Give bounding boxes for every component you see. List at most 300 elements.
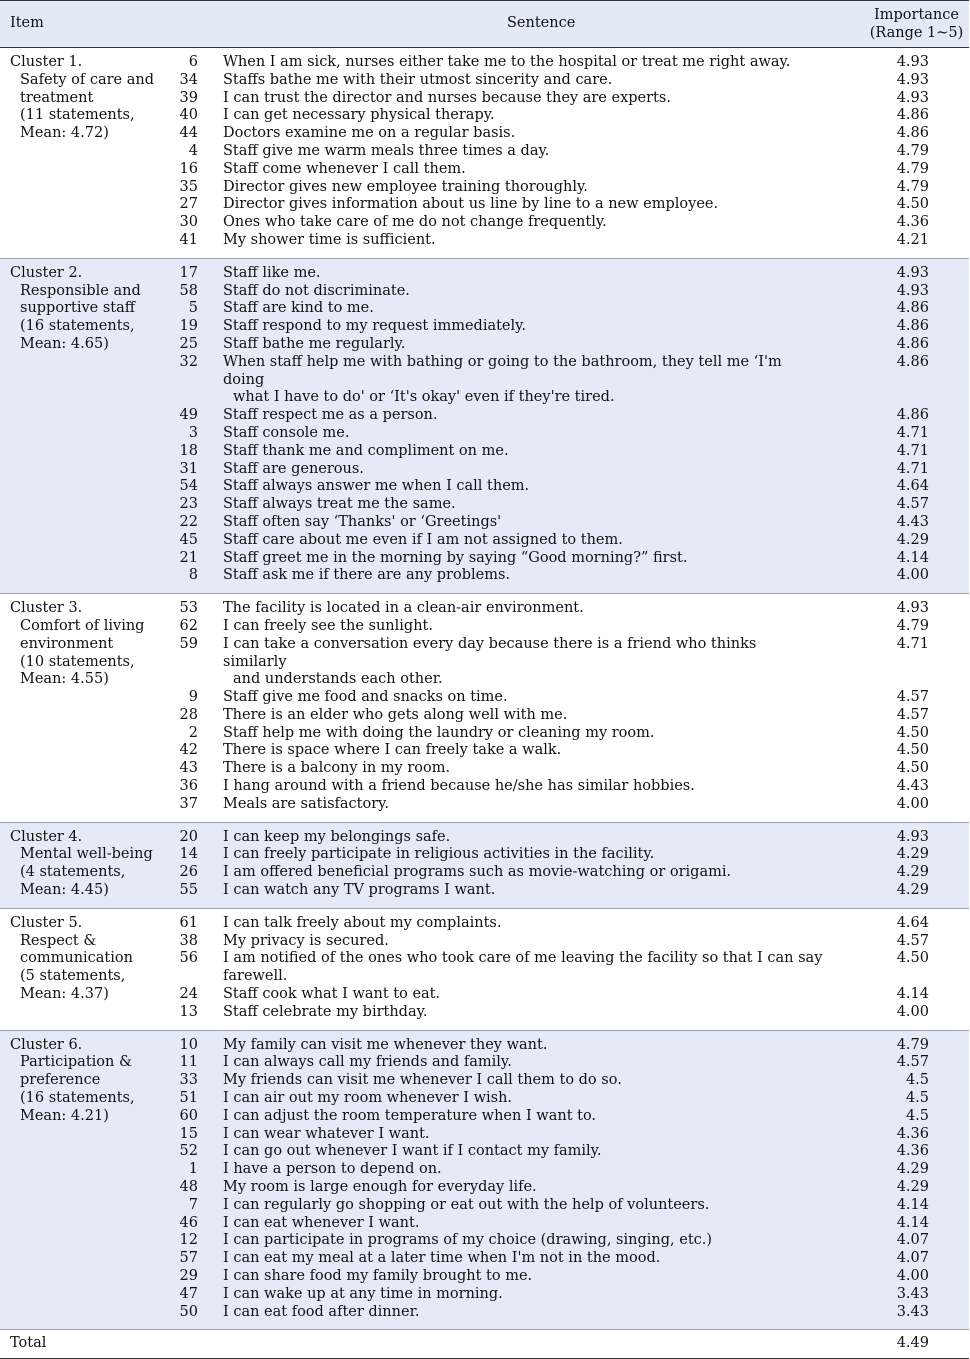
sentence-text: Staff console me. — [223, 424, 350, 441]
sentence-text: I can take a conversation every day because there is a friend who thinks similarly — [223, 635, 757, 670]
statement-number: 19 — [179, 318, 198, 335]
statement-sentence — [223, 1126, 823, 1144]
statement-number: 41 — [179, 231, 198, 248]
cluster-name-line: Respect & — [20, 932, 97, 949]
statement-sentence — [223, 532, 823, 550]
importance-value: 4.14 — [896, 1196, 929, 1213]
sentence-text: Director gives information about us line by line to a new employee. — [223, 196, 719, 213]
importance-value: 4.71 — [896, 460, 929, 477]
table-row — [0, 425, 969, 443]
statement-number: 53 — [179, 600, 198, 617]
sentence-text: Staff care about me even if I am not assigned to them. — [223, 531, 623, 548]
importance-value: 4.5 — [905, 1090, 929, 1107]
statement-number: 30 — [179, 214, 198, 231]
statement-sentence — [223, 933, 823, 951]
sentence-text: I can wear whatever I want. — [223, 1125, 430, 1142]
statement-sentence — [223, 760, 823, 778]
statement-sentence — [223, 725, 823, 743]
statement-number: 50 — [179, 1303, 198, 1320]
statement-sentence — [223, 600, 823, 618]
statement-sentence — [223, 882, 823, 900]
cluster-title: Cluster 5. — [10, 914, 83, 931]
statement-sentence — [223, 742, 823, 760]
statement-sentence — [223, 1179, 823, 1197]
table-row — [0, 618, 969, 636]
sentence-text: Ones who take care of me do not change frequently. — [223, 214, 607, 231]
statement-sentence — [223, 143, 823, 161]
statement-sentence — [223, 550, 823, 568]
cluster-name-line: Mean: 4.45) — [20, 882, 109, 899]
importance-value: 4.43 — [896, 778, 929, 795]
sentence-text: Staff like me. — [223, 264, 321, 281]
statement-number: 34 — [179, 71, 198, 88]
importance-value: 4.79 — [896, 178, 929, 195]
sentence-text: I can freely see the sunlight. — [223, 617, 433, 634]
cluster-name-line: (5 statements, — [20, 968, 126, 985]
statement-sentence — [223, 915, 823, 933]
statement-number: 37 — [179, 795, 198, 812]
statement-number: 33 — [179, 1072, 198, 1089]
statement-sentence — [223, 407, 823, 425]
statement-sentence — [223, 125, 823, 143]
statement-sentence — [223, 1268, 823, 1286]
importance-value: 4.36 — [896, 1143, 929, 1160]
importance-value: 4.36 — [896, 214, 929, 231]
table-row — [0, 514, 969, 532]
table-row — [0, 950, 969, 986]
table-row — [0, 161, 969, 179]
cluster-title: Cluster 2. — [10, 264, 83, 281]
sentence-text: I can wake up at any time in morning. — [223, 1285, 503, 1302]
statement-sentence — [223, 707, 823, 725]
cluster-name-line: supportive staff — [20, 300, 136, 317]
table-row — [0, 1143, 969, 1161]
cluster-name-line: Mean: 4.65) — [20, 335, 109, 352]
sentence-text: Staff celebrate my birthday. — [223, 1003, 428, 1020]
statement-number: 43 — [179, 760, 198, 777]
cluster-name-line: Mean: 4.55) — [20, 671, 109, 688]
statement-number: 26 — [179, 864, 198, 881]
importance-value: 3.43 — [896, 1285, 929, 1302]
cluster-name-line: preference — [20, 1072, 101, 1089]
statement-number: 35 — [179, 178, 198, 195]
importance-value: 4.29 — [896, 1179, 929, 1196]
table-row — [0, 550, 969, 568]
importance-value: 4.00 — [896, 567, 929, 584]
statement-number: 55 — [179, 882, 198, 899]
sentence-text: I can keep my belongings safe. — [223, 828, 451, 845]
importance-value: 4.79 — [896, 617, 929, 634]
statement-sentence — [223, 265, 823, 283]
sentence-text: My shower time is sufficient. — [223, 231, 436, 248]
cluster-name-line: Mean: 4.72) — [20, 125, 109, 142]
table-row — [0, 933, 969, 951]
importance-value: 4.86 — [896, 125, 929, 142]
table-row — [0, 1250, 969, 1268]
statement-number: 20 — [179, 828, 198, 845]
sentence-text: Staff ask me if there are any problems. — [223, 567, 511, 584]
cluster-title: Cluster 1. — [10, 54, 83, 70]
table-row — [0, 478, 969, 496]
importance-value: 4.5 — [905, 1107, 929, 1124]
cluster-name-line: (16 statements, — [20, 318, 135, 335]
sentence-text: Doctors examine me on a regular basis. — [223, 125, 516, 142]
table-row — [0, 214, 969, 232]
sentence-text: I can eat my meal at a later time when I'm not in the mood. — [223, 1250, 661, 1267]
importance-value: 4.29 — [896, 882, 929, 899]
statement-number: 21 — [179, 549, 198, 566]
cluster-section — [0, 909, 969, 1031]
importance-value: 4.14 — [896, 549, 929, 566]
table-row — [0, 532, 969, 550]
importance-value: 4.86 — [896, 318, 929, 335]
importance-value: 4.21 — [896, 231, 929, 248]
sentence-text-continued: and understands each other. — [233, 671, 443, 688]
importance-value: 4.71 — [896, 635, 929, 652]
sentence-text: I can trust the director and nurses because they are experts. — [223, 89, 671, 106]
statement-sentence — [223, 567, 823, 585]
sentence-text: I can share food my family brought to me. — [223, 1268, 533, 1284]
importance-value: 4.57 — [896, 689, 929, 706]
cluster-name-line: Mean: 4.21) — [20, 1107, 109, 1124]
statement-sentence — [223, 1215, 823, 1233]
statement-sentence — [223, 1054, 823, 1072]
statement-number: 25 — [179, 335, 198, 352]
sentence-text: When I am sick, nurses either take me to the hospital or treat me right away. — [223, 54, 791, 70]
table-row — [0, 1215, 969, 1233]
header-importance — [869, 6, 964, 42]
statement-number: 10 — [179, 1036, 198, 1053]
importance-value: 4.93 — [896, 71, 929, 88]
statement-number: 52 — [179, 1143, 198, 1160]
table-row — [0, 846, 969, 864]
statement-sentence — [223, 778, 823, 796]
statement-number: 60 — [179, 1107, 198, 1124]
cluster-name-line: Safety of care and — [20, 71, 155, 88]
statement-sentence — [223, 1072, 823, 1090]
sentence-text: I can air out my room whenever I wish. — [223, 1090, 513, 1107]
statement-number: 58 — [179, 282, 198, 299]
cluster-name-line: Mean: 4.37) — [20, 986, 109, 1003]
table-row — [0, 443, 969, 461]
total-label: Total — [10, 1335, 47, 1352]
statement-sentence — [223, 796, 823, 814]
table-row — [0, 1197, 969, 1215]
importance-value: 4.14 — [896, 986, 929, 1003]
statement-sentence — [223, 354, 823, 407]
statement-sentence — [223, 1232, 823, 1250]
importance-value: 4.00 — [896, 1268, 929, 1284]
importance-value: 4.93 — [896, 282, 929, 299]
importance-value: 4.07 — [896, 1232, 929, 1249]
statement-sentence — [223, 864, 823, 882]
statement-sentence — [223, 1286, 823, 1304]
statement-number: 40 — [179, 107, 198, 124]
sentence-text: Staff come whenever I call them. — [223, 160, 466, 177]
table-row — [0, 407, 969, 425]
total-row — [0, 1330, 969, 1359]
table-row — [0, 1179, 969, 1197]
statement-number: 22 — [179, 513, 198, 530]
statement-number: 13 — [179, 1003, 198, 1020]
table-row — [0, 760, 969, 778]
sentence-text: Staff respect me as a person. — [223, 407, 438, 424]
statement-number: 31 — [179, 460, 198, 477]
statement-number: 57 — [179, 1250, 198, 1267]
table-row — [0, 1232, 969, 1250]
sentence-text: Staff do not discriminate. — [223, 282, 410, 299]
importance-value: 4.57 — [896, 932, 929, 949]
importance-value: 4.93 — [896, 828, 929, 845]
sentence-text: Staff respond to my request immediately. — [223, 318, 527, 335]
statement-number: 51 — [179, 1090, 198, 1107]
cluster-name-line: Participation & — [20, 1054, 132, 1071]
statement-sentence — [223, 196, 823, 214]
statement-sentence — [223, 214, 823, 232]
importance-value: 4.43 — [896, 513, 929, 530]
statement-sentence — [223, 1197, 823, 1215]
table-row — [0, 54, 969, 72]
table-row — [0, 567, 969, 585]
sentence-text: My room is large enough for everyday life. — [223, 1179, 537, 1196]
statement-sentence — [223, 636, 823, 689]
statement-sentence — [223, 1143, 823, 1161]
cluster-name-line: Mental well-being — [20, 846, 153, 863]
statement-number: 12 — [179, 1232, 198, 1249]
statement-sentence — [223, 72, 823, 90]
importance-value: 4.86 — [896, 107, 929, 124]
cluster-list — [0, 48, 969, 1330]
statement-sentence — [223, 336, 823, 354]
table-row — [0, 1286, 969, 1304]
table-row — [0, 90, 969, 108]
importance-value: 4.93 — [896, 89, 929, 106]
statement-sentence — [223, 986, 823, 1004]
statement-sentence — [223, 161, 823, 179]
importance-value: 4.93 — [896, 54, 929, 70]
importance-value: 4.79 — [896, 160, 929, 177]
importance-value: 4.5 — [905, 1072, 929, 1089]
table-row — [0, 265, 969, 283]
importance-value: 4.71 — [896, 442, 929, 459]
sentence-text: I can eat whenever I want. — [223, 1214, 420, 1231]
statement-number: 17 — [179, 264, 198, 281]
total-value: 4.49 — [896, 1335, 929, 1352]
cluster-section — [0, 48, 969, 259]
header-importance-line2: (Range 1~5) — [869, 25, 964, 41]
table-row — [0, 707, 969, 725]
statement-number: 32 — [179, 353, 198, 370]
statement-number: 46 — [179, 1214, 198, 1231]
statement-sentence — [223, 1304, 823, 1322]
table-row — [0, 336, 969, 354]
importance-value: 4.86 — [896, 335, 929, 352]
statement-number: 6 — [188, 54, 198, 70]
table-row — [0, 600, 969, 618]
cluster-title: Cluster 6. — [10, 1036, 83, 1053]
importance-value: 4.29 — [896, 846, 929, 863]
table-row — [0, 196, 969, 214]
statement-number: 44 — [179, 125, 198, 142]
importance-value: 4.29 — [896, 1161, 929, 1178]
importance-value: 4.36 — [896, 1125, 929, 1142]
statement-number: 1 — [188, 1161, 198, 1178]
statement-sentence — [223, 689, 823, 707]
statement-sentence — [223, 179, 823, 197]
table-row — [0, 107, 969, 125]
sentence-text: My family can visit me whenever they want. — [223, 1036, 548, 1053]
sentence-text: Staff always treat me the same. — [223, 496, 456, 513]
sentence-text: I can eat food after dinner. — [223, 1303, 420, 1320]
sentence-text: I can adjust the room temperature when I want to. — [223, 1107, 597, 1124]
importance-value: 4.29 — [896, 531, 929, 548]
table-row — [0, 179, 969, 197]
statement-number: 28 — [179, 706, 198, 723]
statement-number: 9 — [188, 689, 198, 706]
header-item: Item — [10, 15, 44, 31]
table-row — [0, 143, 969, 161]
table-row — [0, 829, 969, 847]
cluster-title: Cluster 4. — [10, 828, 83, 845]
statement-number: 5 — [188, 300, 198, 317]
statement-number: 24 — [179, 986, 198, 1003]
statement-sentence — [223, 54, 823, 72]
statement-sentence — [223, 496, 823, 514]
sentence-text: I can always call my friends and family. — [223, 1054, 512, 1071]
table-row — [0, 796, 969, 814]
table-row — [0, 318, 969, 336]
statement-sentence — [223, 443, 823, 461]
statement-sentence — [223, 300, 823, 318]
importance-value: 4.93 — [896, 264, 929, 281]
statement-sentence — [223, 829, 823, 847]
statement-number: 38 — [179, 932, 198, 949]
table-row — [0, 915, 969, 933]
sentence-text: I am offered beneficial programs such as movie-watching or origami. — [223, 864, 732, 881]
statement-number: 23 — [179, 496, 198, 513]
sentence-text: Staff give me food and snacks on time. — [223, 689, 508, 706]
statement-number: 39 — [179, 89, 198, 106]
importance-value: 4.50 — [896, 196, 929, 213]
importance-value: 4.79 — [896, 142, 929, 159]
cluster-name-line: environment — [20, 635, 114, 652]
cluster-section — [0, 823, 969, 909]
importance-value: 4.00 — [896, 1003, 929, 1020]
statement-number: 7 — [188, 1196, 198, 1213]
table-row — [0, 72, 969, 90]
statement-sentence — [223, 478, 823, 496]
statement-sentence — [223, 514, 823, 532]
importance-value: 4.00 — [896, 795, 929, 812]
cluster-section — [0, 594, 969, 823]
statement-number: 4 — [188, 142, 198, 159]
statement-number: 54 — [179, 478, 198, 495]
statement-sentence — [223, 461, 823, 479]
statement-number: 18 — [179, 442, 198, 459]
table-row — [0, 1004, 969, 1022]
sentence-text: There is a balcony in my room. — [223, 760, 451, 777]
importance-value: 3.43 — [896, 1303, 929, 1320]
importance-value: 4.50 — [896, 724, 929, 741]
cluster-section — [0, 1031, 969, 1331]
sentence-text: I can freely participate in religious activities in the facility. — [223, 846, 655, 863]
statement-sentence — [223, 618, 823, 636]
table-row — [0, 882, 969, 900]
sentence-text: Staff are generous. — [223, 460, 364, 477]
statement-number: 47 — [179, 1285, 198, 1302]
cluster-section — [0, 259, 969, 594]
statement-number: 56 — [179, 950, 198, 967]
table-row — [0, 283, 969, 301]
importance-value: 4.79 — [896, 1036, 929, 1053]
statement-sentence — [223, 425, 823, 443]
statement-number: 3 — [188, 424, 198, 441]
statement-number: 2 — [188, 724, 198, 741]
importance-value: 4.50 — [896, 742, 929, 759]
table-row — [0, 1108, 969, 1126]
cluster-name-line: Comfort of living — [20, 617, 145, 634]
statement-sentence — [223, 1004, 823, 1022]
sentence-text: Director gives new employee training thoroughly. — [223, 178, 588, 195]
importance-value: 4.71 — [896, 424, 929, 441]
table-row — [0, 1126, 969, 1144]
sentence-text: I can participate in programs of my choice (drawing, singing, etc.) — [223, 1232, 713, 1249]
sentence-text: There is space where I can freely take a walk. — [223, 742, 562, 759]
table-row — [0, 1072, 969, 1090]
cluster-name-line: communication — [20, 950, 133, 967]
statement-sentence — [223, 1108, 823, 1126]
table-row — [0, 1054, 969, 1072]
table-row — [0, 778, 969, 796]
statement-number: 49 — [179, 407, 198, 424]
header-sentence: Sentence — [507, 15, 576, 31]
cluster-name-line: (11 statements, — [20, 107, 135, 124]
table-row — [0, 1268, 969, 1286]
table-header — [0, 0, 969, 48]
table-row — [0, 461, 969, 479]
cluster-name-line: (4 statements, — [20, 864, 126, 881]
importance-value: 4.29 — [896, 864, 929, 881]
table-row — [0, 1304, 969, 1322]
sentence-text: I can regularly go shopping or eat out with the help of volunteers. — [223, 1196, 710, 1213]
importance-value: 4.50 — [896, 950, 929, 967]
statement-sentence — [223, 283, 823, 301]
sentence-text: I can get necessary physical therapy. — [223, 107, 495, 124]
sentence-text: Staff often say ‘Thanks' or ‘Greetings' — [223, 513, 502, 530]
table-row — [0, 300, 969, 318]
sentence-text: Staff thank me and compliment on me. — [223, 442, 509, 459]
sentence-text: My privacy is secured. — [223, 932, 389, 949]
sentence-text: I can watch any TV programs I want. — [223, 882, 496, 899]
statement-number: 62 — [179, 617, 198, 634]
cluster-title: Cluster 3. — [10, 600, 83, 617]
cluster-name-line: treatment — [20, 89, 94, 106]
sentence-text: There is an elder who gets along well with me. — [223, 706, 568, 723]
statement-sentence — [223, 107, 823, 125]
importance-value: 4.64 — [896, 914, 929, 931]
statement-sentence — [223, 1090, 823, 1108]
statement-number: 16 — [179, 160, 198, 177]
table-row — [0, 1161, 969, 1179]
importance-value: 4.57 — [896, 706, 929, 723]
sentence-text: When staff help me with bathing or going to the bathroom, they tell me ‘I'm doing — [223, 353, 782, 388]
statement-number: 59 — [179, 635, 198, 652]
statement-number: 42 — [179, 742, 198, 759]
importance-value: 4.86 — [896, 300, 929, 317]
cluster-name-line: (16 statements, — [20, 1090, 135, 1107]
statement-sentence — [223, 846, 823, 864]
table-row — [0, 742, 969, 760]
